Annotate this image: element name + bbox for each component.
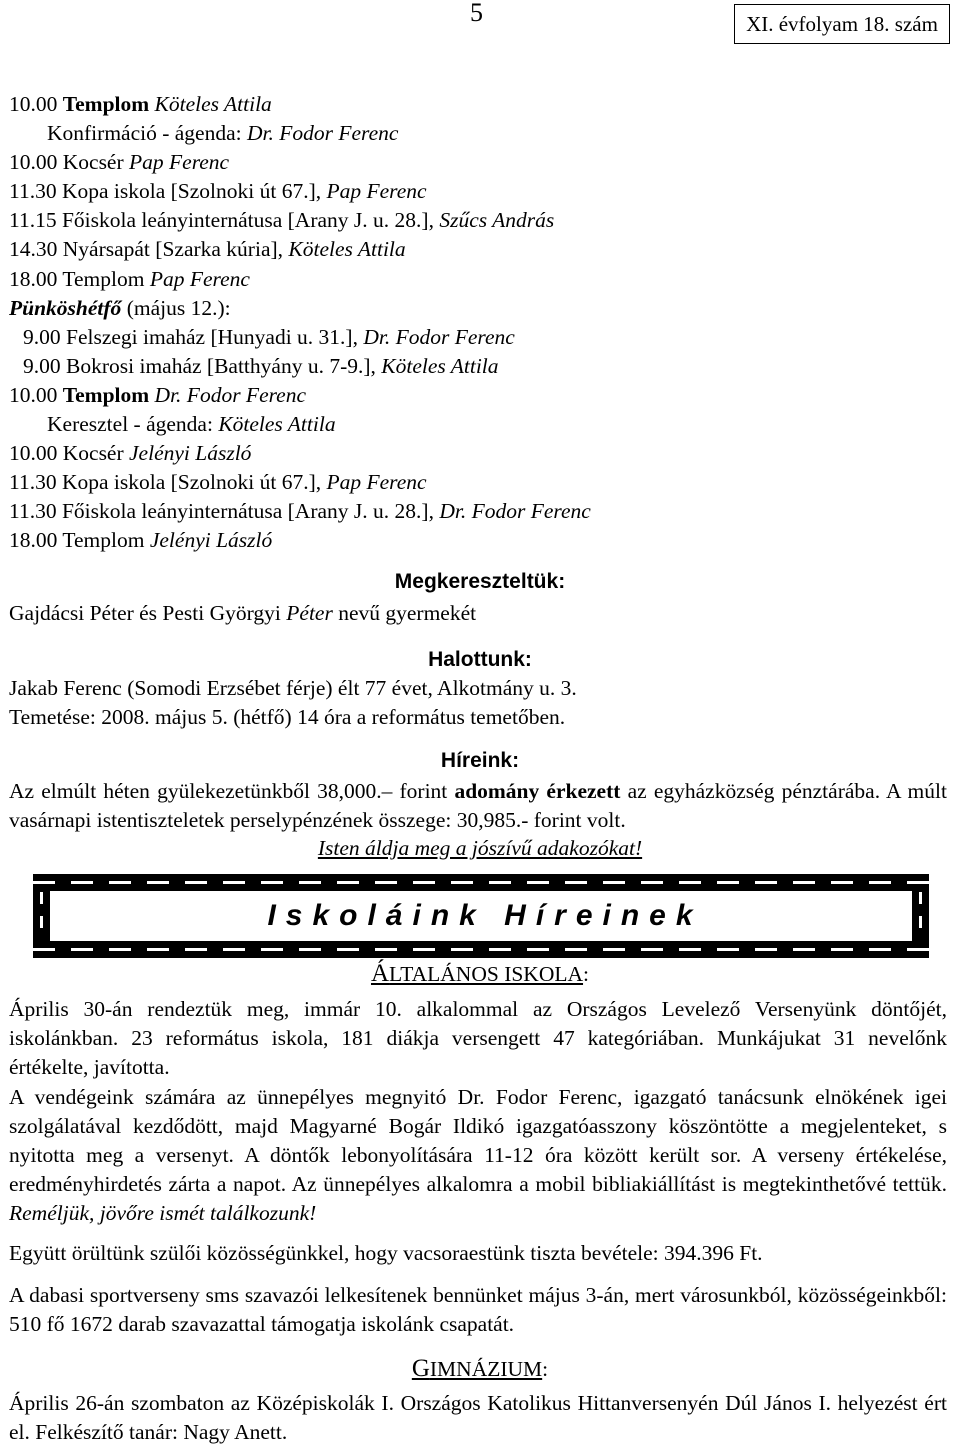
elementary-paragraph-4: A dabasi sportverseny sms szavazói lelkesítenek bennünket május 3-án, mert városunkból, közösségeinkből: 510 fő 1672 darab szavazattal támogatja iskolánk csapatát. (9, 1283, 947, 1336)
schedule-row: 10.00 Templom Köteles Attila (9, 92, 272, 116)
elementary-paragraph-2: A vendégeink számára az ünnepélyes megnyitó Dr. Fodor Ferenc, igazgató tanácsunk elnökének igei szolgálatával kezdődött, majd Magyarné Bogár Ildikó igazgatóasszony köszöntötte a megjelenteket, s nyitotta meg a versenyt. A döntők lebonyolítására 11-12 óra között került sor. A verseny értékelése, eredményhirdetés zárta a napot. Az ünnepélyes alkalomra a mobil bibliakiállítást is megtekinthetővé tettük. Reméljük, jövőre ismét találkozunk! (9, 1085, 947, 1225)
deceased-line-2: Temetése: 2008. május 5. (hétfő) 14 óra a református temetőben. (9, 705, 566, 729)
blessing-line: Isten áldja meg a jószívű adakozókat! (317, 836, 643, 860)
banner-title: Iskoláink Híreinek (267, 899, 703, 932)
schedule-row: Konfirmáció - ágenda: Dr. Fodor Ferenc (47, 121, 399, 146)
schedule-row: 18.00 Templom Pap Ferenc (9, 266, 250, 291)
schedule-row: 11.30 Kopa iskola [Szolnoki út 67.], Pap Ferenc (9, 179, 427, 204)
deceased-line-1: Jakab Ferenc (Somodi Erzsébet férje) élt 77 évet, Alkotmány u. 3. (9, 676, 577, 700)
news-paragraph: Az elmúlt héten gyülekezetünkből 38,000.– forint adomány érkezett az egyházközség pénztárába. A múlt vasárnapi istentiszteletek perselypénzének összege: 30,985.- forint volt. (9, 779, 947, 832)
elementary-heading: ÁLTALÁNOS ISKOLA: (370, 960, 590, 987)
schedule-row: 9.00 Bokrosi imaház [Batthyány u. 7-9.], Köteles Attila (23, 353, 499, 378)
gymnasium-heading: GIMNÁZIUM: (411, 1355, 549, 1382)
schedule-row: 10.00 Kocsér Jelényi László (9, 441, 252, 466)
elementary-paragraph-3: Együtt örültünk szülői közösségünkkel, hogy vacsoraestünk tiszta bevétele: 394.396 Ft. (9, 1241, 763, 1265)
elementary-paragraph-1: Április 30-án rendeztük meg, immár 10. alkalommal az Országos Levelező Versenyünk döntőjét, iskolánkban. 23 református iskola, 181 diákja versengett 47 kategóriában. Munkájukat 31 nevelőnk értékelte, javította. (9, 997, 947, 1079)
schedule-day-heading: Pünköshétfő (május 12.): (9, 295, 231, 320)
schedule-row: 10.00 Templom Dr. Fodor Ferenc (9, 382, 307, 407)
schedule-row: 11.30 Főiskola leányinternátusa [Arany J. u. 28.], Dr. Fodor Ferenc (9, 499, 591, 524)
schedule-row: 11.15 Főiskola leányinternátusa [Arany J. u. 28.], Szűcs András (9, 208, 555, 233)
school-news-banner (33, 874, 929, 958)
schedule-row: 11.30 Kopa iskola [Szolnoki út 67.], Pap Ferenc (9, 470, 427, 495)
schedule-row: 10.00 Kocsér Pap Ferenc (9, 150, 230, 175)
schedule-row: Keresztel - ágenda: Köteles Attila (47, 412, 336, 437)
schedule-row: 9.00 Felszegi imaház [Hunyadi u. 31.], Dr. Fodor Ferenc (23, 324, 515, 349)
baptized-text: Gajdácsi Péter és Pesti Györgyi Péter nevű gyermekét (9, 601, 477, 625)
schedule-row: 14.30 Nyársapát [Szarka kúria], Köteles Attila (9, 237, 406, 262)
baptized-heading: Megkereszteltük: (394, 570, 566, 593)
news-heading: Híreink: (440, 749, 520, 772)
gymnasium-paragraph: Április 26-án szombaton az Középiskolák I. Országos Katolikus Hittanversenyén Dúl János I. helyezést ért el. Felkészítő tanár: Nagy Anett. (9, 1391, 947, 1444)
issue-label: XI. évfolyam 18. szám (734, 4, 950, 44)
deceased-heading: Halottunk: (428, 648, 532, 671)
page-number: 5 (470, 0, 483, 27)
schedule-row: 18.00 Templom Jelényi László (9, 528, 273, 553)
worship-schedule (9, 90, 591, 556)
